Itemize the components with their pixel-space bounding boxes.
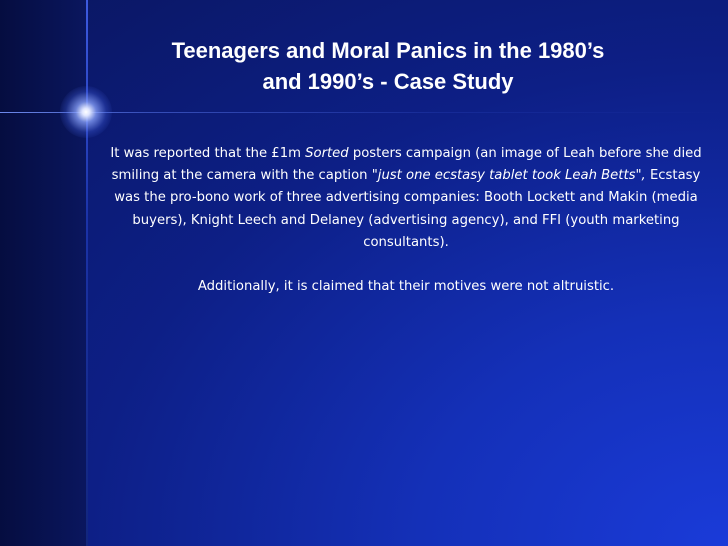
sorted-campaign-name: Sorted xyxy=(305,146,349,161)
slide-body xyxy=(100,143,712,298)
paragraph-1-text-a: It was reported that the £1m xyxy=(110,146,306,161)
paragraph-1-text-c: Ecstasy was the pro-bono work of three advertising companies: Booth Lockett and Makin (media buyers), Knight Leech and Delaney (advertising agency), and FFI (youth marketing consultants). xyxy=(114,168,701,250)
slide-title xyxy=(88,35,688,97)
title-line-2: and 1990’s - Case Study xyxy=(262,69,514,94)
left-decor-band xyxy=(0,0,86,546)
body-paragraph-2: Additionally, it is claimed that their motives were not altruistic. xyxy=(197,279,615,295)
poster-caption-quote: "just one ecstasy tablet took Leah Betts", xyxy=(371,168,646,184)
paragraph-1-text-b: posters campaign (an image of Leah before she died smiling at the camera with the caption xyxy=(111,146,702,184)
body-paragraph-1 xyxy=(100,143,712,254)
title-line-1: Teenagers and Moral Panics in the 1980’s xyxy=(171,38,605,63)
